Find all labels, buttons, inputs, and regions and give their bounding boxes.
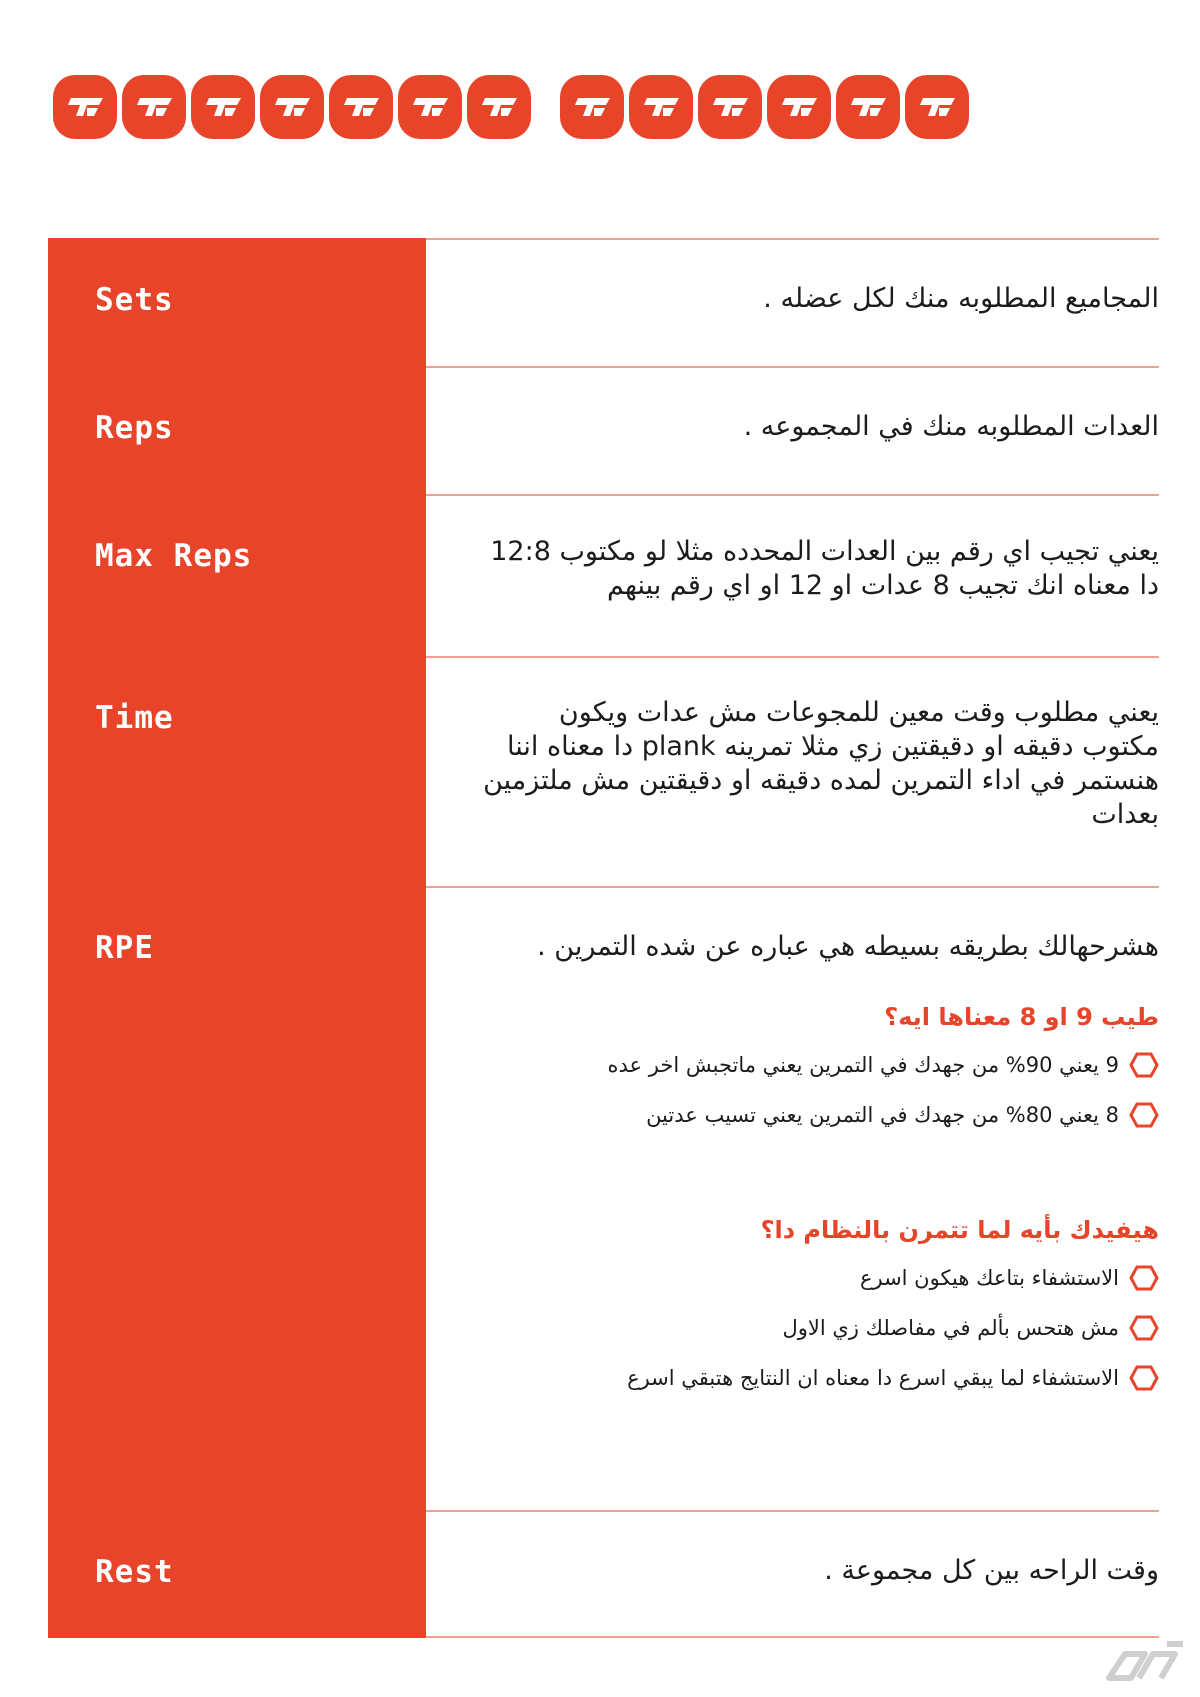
brand-logo-icon [905, 75, 969, 139]
row-label-time: Time [95, 700, 174, 736]
row-text-reps: العدات المطلوبه منك في المجموعه . [743, 411, 1159, 442]
brand-logo-icon [329, 75, 393, 139]
row-divider [426, 1510, 1159, 1512]
row-divider [426, 656, 1159, 658]
brand-logo-icon [191, 75, 255, 139]
row-divider [426, 238, 1159, 240]
brand-logo-icon [398, 75, 462, 139]
brand-logo-icon [629, 75, 693, 139]
rpe-bullet [478, 1102, 1159, 1128]
row-label-rest: Rest [95, 1554, 174, 1590]
hexagon-bullet-icon [1129, 1265, 1159, 1291]
row-divider [426, 366, 1159, 368]
rpe-subheading-benefits: هيفيدك بأيه لما تتمرن بالنظام دا؟ [760, 1216, 1159, 1244]
row-label-max-reps: Max Reps [95, 538, 253, 574]
rpe-bullet [478, 1265, 1159, 1291]
brand-logo-icon [560, 75, 624, 139]
bullet-text: الاستشفاء لما يبقي اسرع دا معناه ان النتايج هتبقي اسرع [627, 1366, 1119, 1390]
bullet-text: مش هتحس بألم في مفاصلك زي الاول [782, 1316, 1119, 1340]
hexagon-bullet-icon [1129, 1315, 1159, 1341]
row-label-rpe: RPE [95, 930, 154, 966]
row-divider [426, 886, 1159, 888]
rpe-bullet [478, 1052, 1159, 1078]
brand-logo-icon [767, 75, 831, 139]
rpe-bullet [478, 1315, 1159, 1341]
brand-logo-icon [122, 75, 186, 139]
hexagon-bullet-icon [1129, 1052, 1159, 1078]
brand-logo-icon [698, 75, 762, 139]
hexagon-bullet-icon [1129, 1102, 1159, 1128]
rpe-bullet [478, 1365, 1159, 1391]
header-logo-row [53, 75, 1053, 139]
bullet-text: 8 يعني 80% من جهدك في التمرين يعني تسيب عدتين [646, 1103, 1119, 1127]
row-divider [426, 1636, 1159, 1638]
row-text-time: يعني مطلوب وقت معين للمجوعات مش عدات ويكون مكتوب دقيقه او دقيقتين زي مثلا تمرينه plank دا معناه اننا هنستمر في اداء التمرين لمده دقيقه او دقيقتين مش ملتزمين بعدات [483, 697, 1159, 830]
row-label-sets: Sets [95, 282, 174, 318]
brand-logo-icon [260, 75, 324, 139]
brand-logo-icon [53, 75, 117, 139]
row-text-sets: المجاميع المطلوبه منك لكل عضله . [763, 283, 1159, 314]
row-label-reps: Reps [95, 410, 174, 446]
row-divider [426, 494, 1159, 496]
glossary-table [48, 238, 1159, 1638]
brand-logo-icon [836, 75, 900, 139]
row-text-rpe: هشرحهالك بطريقه بسيطه هي عباره عن شده التمرين . [537, 931, 1159, 962]
hexagon-bullet-icon [1129, 1365, 1159, 1391]
bullet-text: 9 يعني 90% من جهدك في التمرين يعني ماتجبش اخر عده [607, 1053, 1119, 1077]
brand-logo-icon [467, 75, 531, 139]
corner-logo-icon [1105, 1640, 1187, 1682]
row-text-rest: وقت الراحه بين كل مجموعة . [824, 1555, 1159, 1586]
rpe-subheading-meaning: طيب 9 او 8 معناها ايه؟ [884, 1003, 1159, 1031]
bullet-text: الاستشفاء بتاعك هيكون اسرع [859, 1266, 1119, 1290]
row-text-max-reps: يعني تجيب اي رقم بين العدات المحدده مثلا لو مكتوب 12:8 دا معناه انك تجيب 8 عدات او 12 او اي رقم بينهم [490, 536, 1159, 601]
